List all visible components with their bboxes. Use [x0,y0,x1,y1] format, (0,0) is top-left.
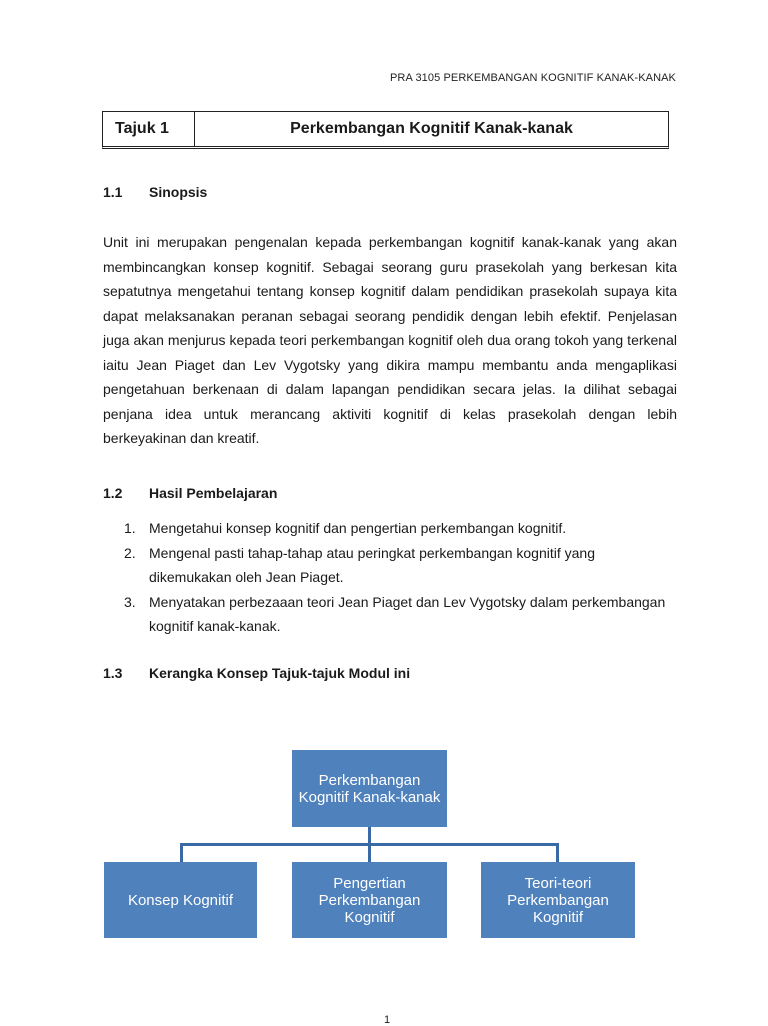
connector-line [180,843,183,862]
page-number: 1 [384,1014,391,1026]
topic-title: Perkembangan Kognitif Kanak-kanak [290,120,573,137]
section-heading-framework [103,665,410,681]
synopsis-text: Unit ini merupakan pengenalan kepada perkembangan kognitif kanak-kanak yang akan membincangkan konsep kognitif. Sebagai seorang guru prasekolah yang berkesan kita sepatutnya mengetahui tentang konsep kognitif dalam pendidikan prasekolah supaya kita dapat melaksanakan peranan sebagai seorang pendidik dengan lebih efektif. Penjelasan juga akan menjurus kepada teori perkembangan kognitif oleh dua orang tokoh yang terkenal iaitu Jean Piaget dan Lev Vygotsky yang dikira mampu membantu anda mengaplikasi pengetahuan berkenaan di dalam lapangan pendidikan secara jelas. Ia dilihat sebagai penjana idea untuk merancang aktiviti kognitif di kelas prasekolah dengan lebih berkeyakinan dan kreatif. [103,234,677,446]
section-heading-synopsis [103,184,207,200]
list-item [124,541,680,590]
connector-line [556,843,559,862]
learning-outcomes-list [124,516,680,639]
section-number: 1.3 [103,665,123,681]
child-box-teori: Teori-teori Perkembangan Kognitif [481,862,635,938]
section-heading-learning-outcomes [103,485,277,501]
list-item [124,516,680,541]
section-number: 1.1 [103,184,123,200]
section-title: Kerangka Konsep Tajuk-tajuk Modul ini [149,665,411,681]
list-text: Mengenal pasti tahap-tahap atau peringkat perkembangan kognitif yang dikemukakan oleh Jean Piaget. [149,544,595,585]
connector-line [368,843,371,862]
section-number: 1.2 [103,485,123,501]
list-text: Mengetahui konsep kognitif dan pengertian perkembangan kognitif. [149,520,567,536]
section-title: Sinopsis [149,184,208,200]
list-number: 1. [124,520,136,536]
topic-title-table [102,111,669,149]
list-number: 3. [124,593,136,610]
list-item [124,590,680,639]
list-text: Menyatakan perbezaaan teori Jean Piaget dan Lev Vygotsky dalam perkembangan kognitif kanak-kanak. [149,593,666,634]
synopsis-paragraph [103,230,677,451]
root-box: Perkembangan Kognitif Kanak-kanak [292,750,447,827]
section-title: Hasil Pembelajaran [149,485,278,501]
topic-label: Tajuk 1 [103,112,195,146]
child-box-pengertian: Pengertian Perkembangan Kognitif [292,862,447,938]
child-box-konsep: Konsep Kognitif [104,862,257,938]
list-number: 2. [124,544,136,561]
running-header: PRA 3105 PERKEMBANGAN KOGNITIF KANAK-KANAK [389,72,676,84]
